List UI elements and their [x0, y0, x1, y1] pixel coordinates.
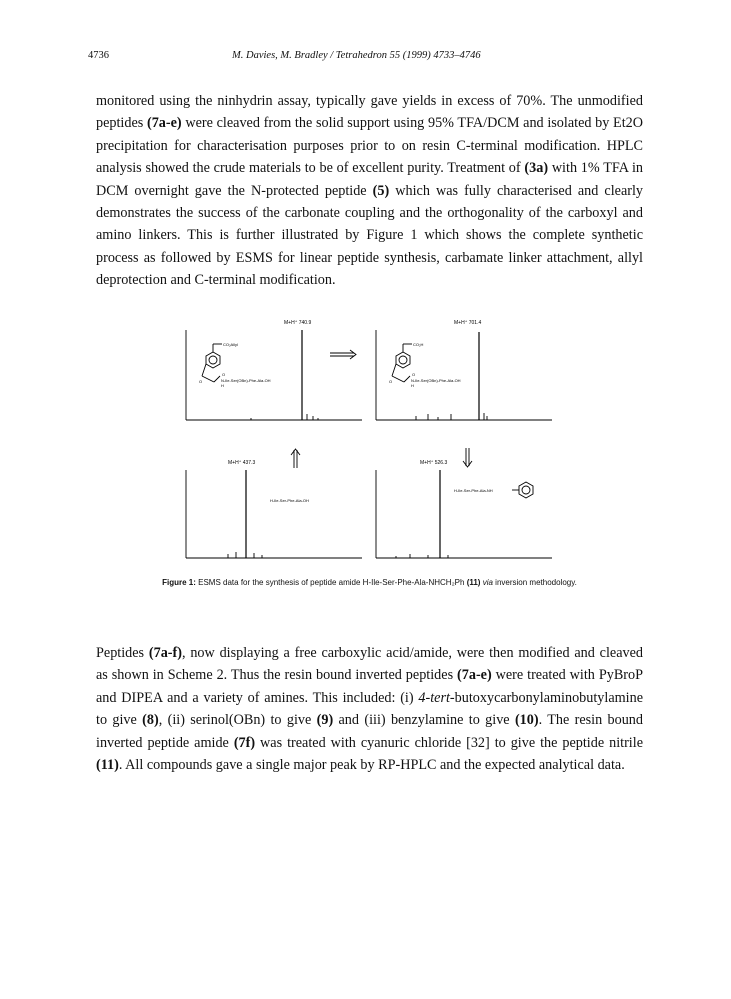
compound-ref: (7a-e)	[457, 667, 492, 684]
text-span: were treated with PyBroP and DIPEA and a variety of amines. This included: (i)	[96, 667, 643, 706]
peptide-tr: N-Ile-Ser(OBn)-Phe-Ala-OH	[411, 378, 461, 383]
text-span: was treated with cyanuric chloride [32] to give the peptide nitrile	[255, 734, 643, 751]
peptide-tl: N-Ile-Ser(OBn)-Phe-Ala-OH	[221, 378, 271, 383]
compound-ref: (8)	[142, 712, 159, 729]
carbonyl-o-tl: O	[222, 372, 226, 377]
peptide-br: H-Ile-Ser-Phe-Ala-NH	[454, 488, 493, 493]
compound-ref: (10)	[514, 712, 539, 729]
compound-ref: (9)	[316, 712, 334, 729]
caption-compound: (11)	[466, 578, 481, 587]
text-span: Peptides	[96, 645, 149, 661]
figure-caption	[96, 578, 643, 587]
esms-spectra	[166, 310, 566, 572]
caption-label: Figure 1:	[162, 578, 196, 587]
text-span: . All compounds gave a single major peak by RP-HPLC and the expected analytical data.	[118, 757, 625, 774]
text-span: , (ii) serinol(OBn) to give	[158, 712, 317, 729]
nh-tr: H	[411, 383, 414, 388]
ring-o-tr: O	[389, 379, 393, 384]
compound-ref: (3a)	[524, 160, 549, 177]
caption-text: inversion methodology.	[492, 578, 577, 587]
peptide-bl: H-Ile-Ser-Phe-Ala-OH	[270, 498, 309, 503]
text-span: butoxycarbonylaminobutylamine to give	[96, 689, 643, 729]
paragraph-2	[96, 642, 643, 776]
peak-label-bl: M+H⁺ 437.3	[228, 460, 256, 466]
carbonyl-o-tr: O	[412, 372, 416, 377]
running-head: M. Davies, M. Bradley / Tetrahedron 55 (1999) 4733–4746	[232, 50, 481, 61]
text-span: monitored using the ninhydrin assay, typically gave yields in excess of 70%. The unmodified peptides	[96, 93, 643, 132]
peak-label-tr: M+H⁺ 701.4	[454, 320, 482, 326]
benzene-ring-tl	[206, 352, 220, 368]
peak-label-br: M+H⁺ 526.3	[420, 460, 448, 466]
text-span: . The resin bound inverted peptide amide	[96, 712, 643, 751]
page-number: 4736	[88, 50, 109, 61]
text-span: and (iii) benzylamine to give	[333, 712, 515, 729]
text-span: , now displaying a free carboxylic acid/amide, were then modified and cleaved as shown in Scheme 2. Thus the resin bound inverted peptides	[96, 645, 643, 684]
compound-ref: (11)	[96, 757, 119, 774]
benzyl-ring	[519, 482, 533, 498]
ring-o-tl: O	[199, 379, 203, 384]
paragraph-1	[96, 90, 643, 292]
text-span: were cleaved from the solid support using 95% TFA/DCM and isolated by Et2O precipitation for characterisation purposes prior to on resin C-terminal modification. HPLC analysis showed the crude materials to be of excellent purity. Treatment of	[96, 115, 643, 177]
compound-ref: (7a-e)	[146, 115, 182, 132]
compound-ref: (5)	[372, 182, 390, 199]
peak-label-tl: M+H⁺ 740.9	[284, 320, 312, 326]
figure-1	[166, 310, 566, 572]
substituent-tl: CO₂Allyl	[223, 342, 238, 347]
compound-ref: (7f)	[233, 734, 256, 751]
italic-span: 4-tert-	[418, 689, 455, 706]
caption-text: ESMS data for the synthesis of peptide amide H-Ile-Ser-Phe-Ala-NHCH₂Ph	[195, 578, 467, 587]
running-header	[88, 50, 648, 66]
text-span: with 1% TFA in DCM overnight gave the N-protected peptide	[96, 160, 643, 199]
benzene-ring-tr	[396, 352, 410, 368]
substituent-tr: CO₂H	[413, 342, 424, 347]
compound-ref: (7a-f)	[148, 645, 182, 661]
caption-italic: via	[482, 578, 493, 587]
nh-tl: H	[221, 383, 224, 388]
text-span: which was fully characterised and clearly demonstrates the success of the carbonate coupling and the orthogonality of the carboxyl and amino linkers. This is further illustrated by Figure 1 which shows the complete synthetic process as followed by ESMS for linear peptide synthesis, carbamate linker attachment, allyl deprotection and C-terminal modification.	[96, 182, 643, 289]
